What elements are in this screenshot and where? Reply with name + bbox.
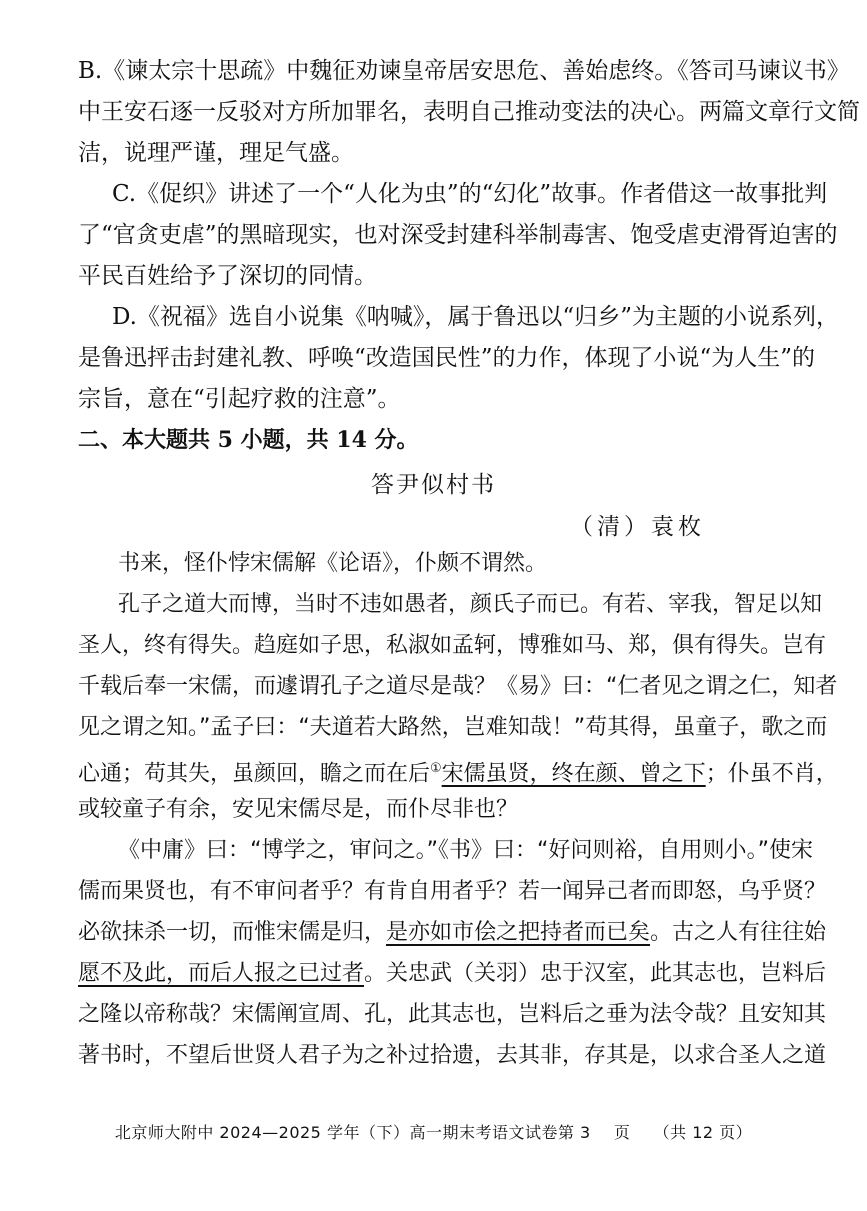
- passage-p2-line-2: 圣人，终有得失。趋庭如子思，私淑如孟轲，博雅如马、郑，俱有得失。岂有: [78, 633, 827, 658]
- passage-p3-line-3-pre: 必欲抹杀一切，而惟宋儒是归，: [78, 920, 387, 945]
- passage-author: （清）袁枚: [570, 514, 705, 540]
- underlined-sentence-1: 宋儒虽贤，终在颜、曾之下: [441, 761, 706, 787]
- footer-text: 北京师大附中 2024—2025 学年（下）高一期末考语文试卷第: [114, 1123, 575, 1142]
- passage-p1-line-1: 书来，怪仆悖宋儒解《论语》，仆颇不谓然。: [118, 551, 548, 576]
- section-header: 二、本大题共 5 小题，共 14 分。: [78, 427, 419, 453]
- page-footer: [0, 1120, 867, 1143]
- option-d-line-2: 是鲁迅抨击封建礼教、呼唤“改造国民性”的力作，体现了小说“为人生”的: [78, 345, 816, 371]
- passage-p3-line-3: [78, 918, 827, 948]
- passage-p2-line-1: 孔子之道大而博，当时不违如愚者，颜氏子而已。有若、宰我，智足以知: [118, 592, 823, 617]
- option-b-line-2: 中王安石逐一反驳对方所加罪名，表明自己推动变法的决心。两篇文章行文简: [78, 99, 860, 125]
- option-c-line-2: 了“官贪吏虐”的黑暗现实，也对深受封建科举制毒害、饱受虐吏滑胥迫害的: [78, 222, 838, 248]
- passage-p2-line-5-tail: ；仆虽不肖，: [705, 761, 838, 787]
- underlined-sentence-2b: 愿不及此，而后人报之已过者: [78, 961, 365, 986]
- passage-p2-line-3: 千载后奉一宋儒，而遽谓孔子之道尽是哉？《易》曰：“仁者见之谓之仁，知者: [78, 674, 838, 699]
- passage-title: 答尹似村书: [371, 472, 496, 498]
- passage-p3-line-1: 《中庸》曰：“博学之，审问之。”《书》曰：“好问则裕，自用则小。”使宋: [118, 838, 813, 863]
- underlined-sentence-2a: 是亦如市侩之把持者而已矣: [386, 920, 651, 945]
- footer-total-pages: （共 12 页）: [653, 1123, 753, 1142]
- footer-page-number: 3: [580, 1123, 591, 1142]
- option-c-line-1: C.《促织》讲述了一个“人化为虫”的“幻化”故事。作者借这一故事批判: [112, 181, 828, 207]
- footnote-marker: ①: [430, 761, 442, 776]
- passage-p2-line-5: [78, 754, 838, 789]
- option-b-line-1: B.《谏太宗十思疏》中魏征劝谏皇帝居安思危、善始虑终。《答司马谏议书》: [78, 58, 850, 84]
- passage-p3-line-3-post: 。古之人有往往始: [650, 920, 827, 945]
- passage-p3-line-5: 之隆以帝称哉？宋儒阐宣周、孔，此其志也，岂料后之垂为法令哉？且安知其: [78, 1002, 827, 1027]
- passage-p2-line-5-text: 心通；苟其失，虽颜回，瞻之而在后: [78, 761, 431, 787]
- passage-p2-line-6: 或较童子有余，安见宋儒尽是，而仆尽非也？: [78, 797, 519, 822]
- option-d-line-1: D.《祝福》选自小说集《呐喊》，属于鲁迅以“归乡”为主题的小说系列，: [112, 304, 839, 330]
- option-d-line-3: 宗旨，意在“引起疗救的注意”。: [78, 386, 401, 412]
- option-c-line-3: 平民百姓给予了深切的同情。: [78, 263, 377, 289]
- option-b-line-3: 洁，说理严谨，理足气盛。: [78, 140, 354, 166]
- passage-p3-line-2: 儒而果贤也，有不审问者乎？有肯自用者乎？若一闻异己者而即怒，乌乎贤？: [78, 879, 827, 904]
- passage-p3-line-4: [78, 959, 827, 989]
- passage-p3-line-4-post: 。关忠武（关羽）忠于汉室，此其志也，岂料后: [364, 961, 827, 986]
- footer-page-label: 页: [613, 1123, 631, 1142]
- passage-p2-line-4: 见之谓之知。”孟子曰：“夫道若大路然，岂难知哉！”苟其得，虽童子，歌之而: [78, 715, 828, 740]
- passage-p3-line-6: 著书时，不望后世贤人君子为之补过拾遗，去其非，存其是，以求合圣人之道: [78, 1043, 827, 1068]
